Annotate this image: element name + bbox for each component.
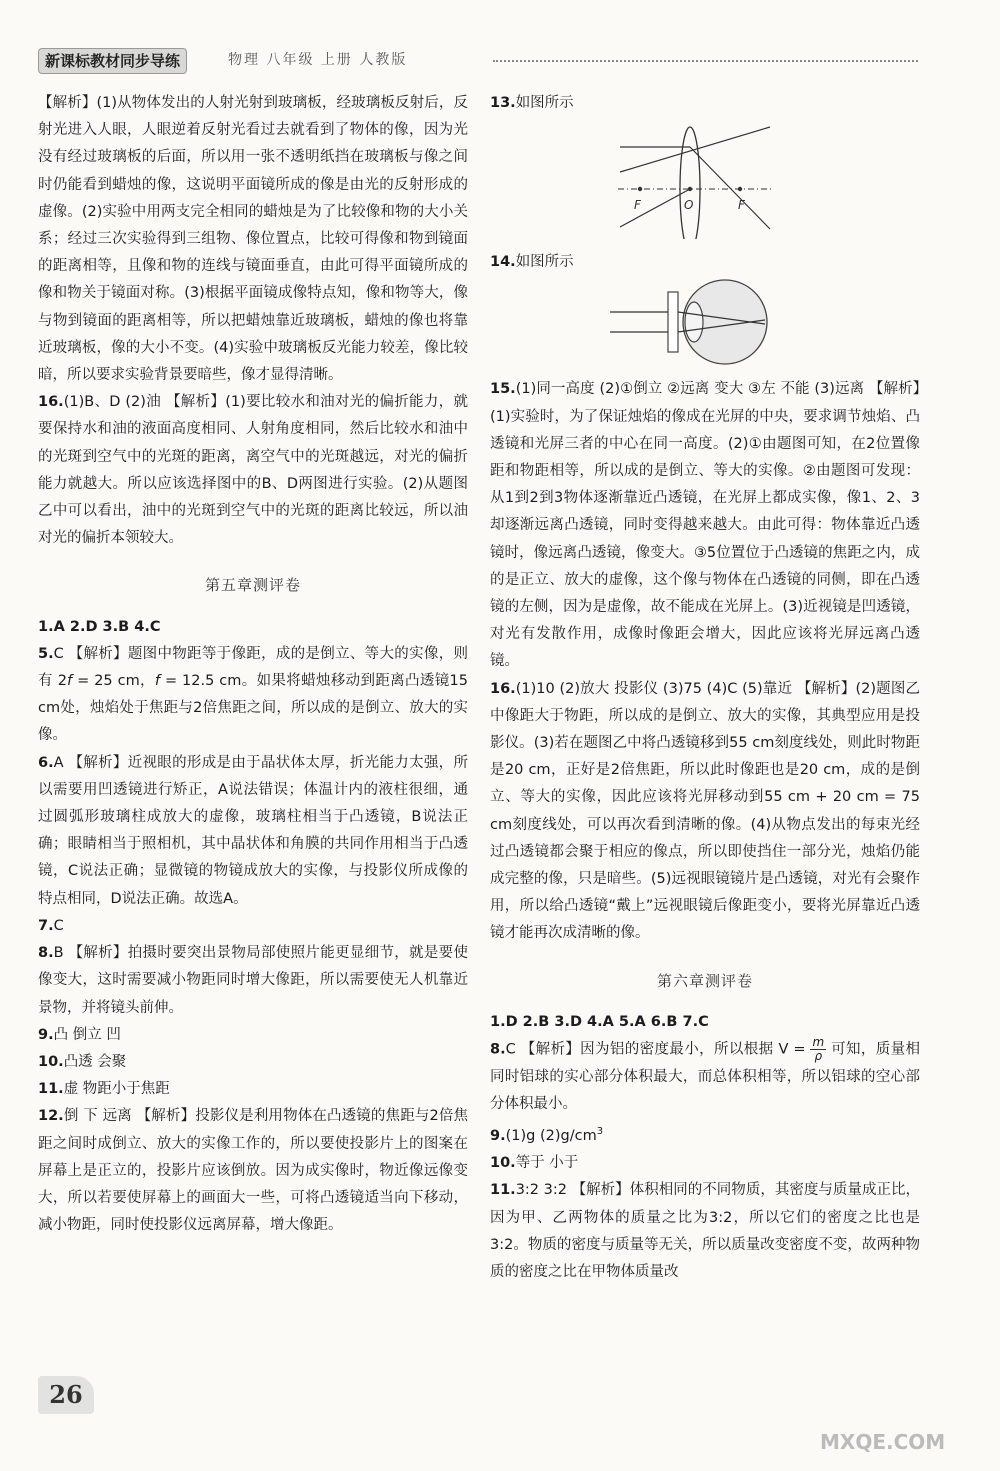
answer-number: 12.	[38, 1108, 64, 1125]
fraction-denominator: ρ	[814, 1049, 823, 1064]
answer-text: B 【解析】拍摄时要突出景物局部使照片能更显细节，就是要使像变大，这时需要减小物距同时增大像距，所以需要使无人机靠近景物，并将镜头前伸。	[38, 945, 468, 1016]
eye-lens	[685, 302, 703, 342]
answer-text: (1)B、D (2)油 【解析】(1)要比较水和油对光的偏折能力，就要保持水和油的液面高度相同、人射角度相同，然后比较水和油中的光斑到空气中的光斑的距离，离空气中的光斑越远，对光的偏折能力就越大。所以应该选择图中的B、D两图进行实验。(2)从题图乙中可以看出，油中的光斑到空气中的光斑的距离比较远，所以油对光的偏折本领较大。	[38, 394, 468, 547]
answer-text: 虚 物距小于焦距	[63, 1081, 170, 1098]
answer-number: 8.	[490, 1041, 506, 1058]
answer-text: C 【解析】题图中物距等于像距，成的是倒立、等大的实像，则有 2	[38, 645, 468, 690]
answer-12	[38, 1103, 468, 1239]
focal-ray-in	[620, 189, 690, 227]
answer-10-right	[490, 1150, 920, 1177]
answer-text: C 【解析】因为铝的密度最小，所以根据 V =	[505, 1041, 811, 1058]
answer-text: 倒 下 远离 【解析】投影仪是利用物体在凸透镜的焦距与2倍焦距之间时成倒立、放大的实像工作的，所以要使投影片上的图案在屏幕上是正立的，投影片应该倒放。因为成实像时，物近像远像变大，所以若要使屏幕上的画面大一些，可将凸透镜适当向下移动，减小物距，同时使投影仪远离屏幕，增大像距。	[38, 1108, 468, 1234]
eye-correction-diagram	[490, 276, 920, 376]
answer-text: A 【解析】近视眼的形成是由于晶状体太厚，折光能力太强，所以需要用凹透镜进行矫正，A说法错误；体温计内的液柱很细，通过圆弧形玻璃柱成放大的虚像，玻璃柱相当于凸透镜，B说法正确；眼睛相当于照相机，其中晶状体和角膜的共同作用相当于凸透镜，C说法正确；显微镜的物镜成放大的实像，与投影仪所成像的特点相同，D说法正确。故选A。	[38, 754, 468, 907]
convex-lens	[680, 127, 700, 239]
answer-11	[38, 1076, 468, 1103]
answer-11-right	[490, 1177, 920, 1286]
page-header	[38, 48, 918, 74]
refracted-ray	[690, 147, 770, 229]
answer-9-right	[490, 1118, 920, 1150]
answer-text: 可知，质量相同时铝球的实心部分体积最大，而总体积相等，所以铝球的空心部分体积最小。	[490, 1041, 920, 1112]
answer-8	[38, 940, 468, 1022]
answer-16	[38, 389, 468, 552]
label-f-left: F	[634, 198, 641, 213]
answer-text: C	[53, 917, 64, 934]
answer-number: 10.	[490, 1155, 516, 1172]
density-fraction	[810, 1036, 826, 1063]
answer-text: 3:2 3:2 【解析】体积相同的不同物质，其密度与质量成正比，因为甲、乙两物体的质量之比为3:2，所以它们的密度之比也是3:2。物质的密度与质量等无关，所以质量改变密度不变，故两种物质的密度之比在甲物体质量改	[490, 1182, 920, 1281]
page-number: 26	[38, 1376, 94, 1414]
answer-number: 16.	[38, 394, 64, 411]
answer-5	[38, 641, 468, 750]
answer-text: = 25 cm，	[72, 673, 155, 690]
answer-number: 16.	[490, 680, 516, 697]
book-title: 新课标教材同步导练	[38, 48, 187, 74]
label-o: O	[684, 198, 694, 213]
focus-left-dot	[638, 187, 642, 191]
answer-text: 如图所示	[515, 254, 574, 271]
answer-6	[38, 750, 468, 913]
lens-ray-diagram	[490, 117, 920, 249]
optical-center-dot	[688, 187, 692, 191]
fraction-numerator: m	[812, 1035, 825, 1050]
answer-number: 15.	[490, 381, 516, 398]
analysis-paragraph: 【解析】(1)从物体发出的人射光射到玻璃板，经玻璃板反射后，反射光进入人眼，人眼逆着反射光看过去就看到了物体的像，因为光没有经过玻璃板的后面，所以用一张不透明纸挡在玻璃板与像之间时仍能看到蜡烛的像，这说明平面镜所成的像是由光的反射形成的虚像。(2)实验中用两支完全相同的蜡烛是为了比较像和物的大小关系；经过三次实验得到三组物、像位置点，比较可得像和物到镜面的距离相等，且像和物的连线与镜面垂直，由此可得平面镜所成的像和物关于镜面对称。(3)根据平面镜成像特点知，像和物等大，像与物到镜面的距离相等，所以把蜡烛靠近玻璃板，蜡烛的像也将靠近玻璃板，像的大小不变。(4)实验中玻璃板反光能力较差，像比较暗，所以要求实验背景要暗些，像才显得清晰。	[38, 95, 468, 384]
answer-number: 11.	[490, 1182, 516, 1199]
section-title-ch5: 第五章测评卷	[204, 576, 301, 595]
answer-number: 5.	[38, 645, 54, 662]
left-column	[38, 90, 468, 1239]
answer-7	[38, 913, 468, 940]
answer-16-right	[490, 676, 920, 948]
answer-text: (1)10 (2)放大 投影仪 (3)75 (4)C (5)靠近 【解析】(2)题图乙中像距大于物距，所以成的是倒立、放大的实像，其典型应用是投影仪。(3)若在题图乙中将凸透镜移到55 cm刻度线处，则此时物距是20 cm，正好是2倍焦距，所以此时像距也是20 cm，成的是倒立、等大的实像，因此应该将光屏移动到55 cm + 20 cm = 75 cm刻度线处，可以再次看到清晰的像。(4)从物点发出的每束光经过凸透镜都会聚于相应的像点，所以即使挡住一部分光，烛焰仍能成完整的像，只是暗些。(5)远视眼镜镜片是凸透镜，对光有会聚作用，所以给凸透镜“戴上”远视眼镜后像距变小，要将光屏靠近凸透镜才能再次成清晰的像。	[490, 680, 920, 942]
lens-ray-svg	[610, 117, 780, 239]
answers-1-4: 1.A 2.D 3.B 4.C	[38, 618, 161, 635]
answer-text: = 12.5 cm。如果将蜡烛移动到距离凸透镜15 cm处，烛焰处于焦距与2倍焦距之间，所以成的是倒立、放大的实像。	[38, 673, 468, 744]
answers-1-7: 1.D 2.B 3.D 4.A 5.A 6.B 7.C	[490, 1013, 709, 1030]
answer-text: 凸透 会聚	[63, 1053, 127, 1070]
answer-number: 11.	[38, 1081, 64, 1098]
variable-f: f	[67, 673, 73, 690]
answer-number: 9.	[490, 1128, 506, 1145]
answer-15	[490, 376, 920, 675]
book-subtitle: 物理 八年级 上册 人教版	[228, 52, 408, 68]
answer-8-right	[490, 1036, 920, 1118]
unit-superscript: 3	[596, 1126, 604, 1138]
eye-svg	[610, 276, 780, 368]
answer-13	[490, 90, 920, 117]
answer-14	[490, 249, 920, 276]
answer-9	[38, 1022, 468, 1049]
header-divider	[493, 60, 918, 62]
answer-number: 13.	[490, 95, 516, 111]
answer-text: 等于 小于	[515, 1155, 579, 1172]
section-title-ch6: 第六章测评卷	[656, 971, 753, 990]
answer-number: 14.	[490, 254, 516, 271]
variable-f: f	[154, 673, 160, 690]
focus-right-dot	[738, 187, 742, 191]
answer-text: (1)同一高度 (2)①倒立 ②远离 变大 ③左 不能 (3)远离 【解析】(1)实验时，为了保证烛焰的像成在光屏的中央，要求调节烛焰、凸透镜和光屏三者的中心在同一高度。(2)①由题图可知，在2位置像距和物距相等，所以成的是倒立、等大的实像。②由题图可发现：从1到2到3物体逐渐靠近凸透镜，在光屏上都成实像，像1、2、3却逐渐远离凸透镜，同时变得越来越大。由此可得：物体靠近凸透镜时，像远离凸透镜，像变大。③5位置位于凸透镜的焦距之内，成的是正立、放大的虚像，这个像与物体在凸透镜的同侧，即在凸透镜的左侧，因为是虚像，故不能成在光屏上。(3)近视镜是凹透镜，对光有发散作用，成像时像距会增大，因此应该将光屏远离凸透镜。	[490, 381, 920, 670]
label-f-right: F	[738, 198, 745, 213]
right-column	[490, 90, 920, 1286]
answer-number: 9.	[38, 1026, 54, 1043]
watermark: MXQE.COM	[820, 1430, 946, 1454]
answer-text: (1)g (2)g/cm	[505, 1128, 597, 1145]
answer-number: 8.	[38, 945, 54, 962]
answer-10	[38, 1049, 468, 1076]
answer-text: 凸 倒立 凹	[53, 1026, 121, 1043]
answer-text: 如图所示	[515, 95, 574, 111]
corrective-lens	[668, 292, 678, 352]
answer-number: 7.	[38, 917, 54, 934]
answer-number: 6.	[38, 754, 54, 771]
answer-number: 10.	[38, 1053, 64, 1070]
